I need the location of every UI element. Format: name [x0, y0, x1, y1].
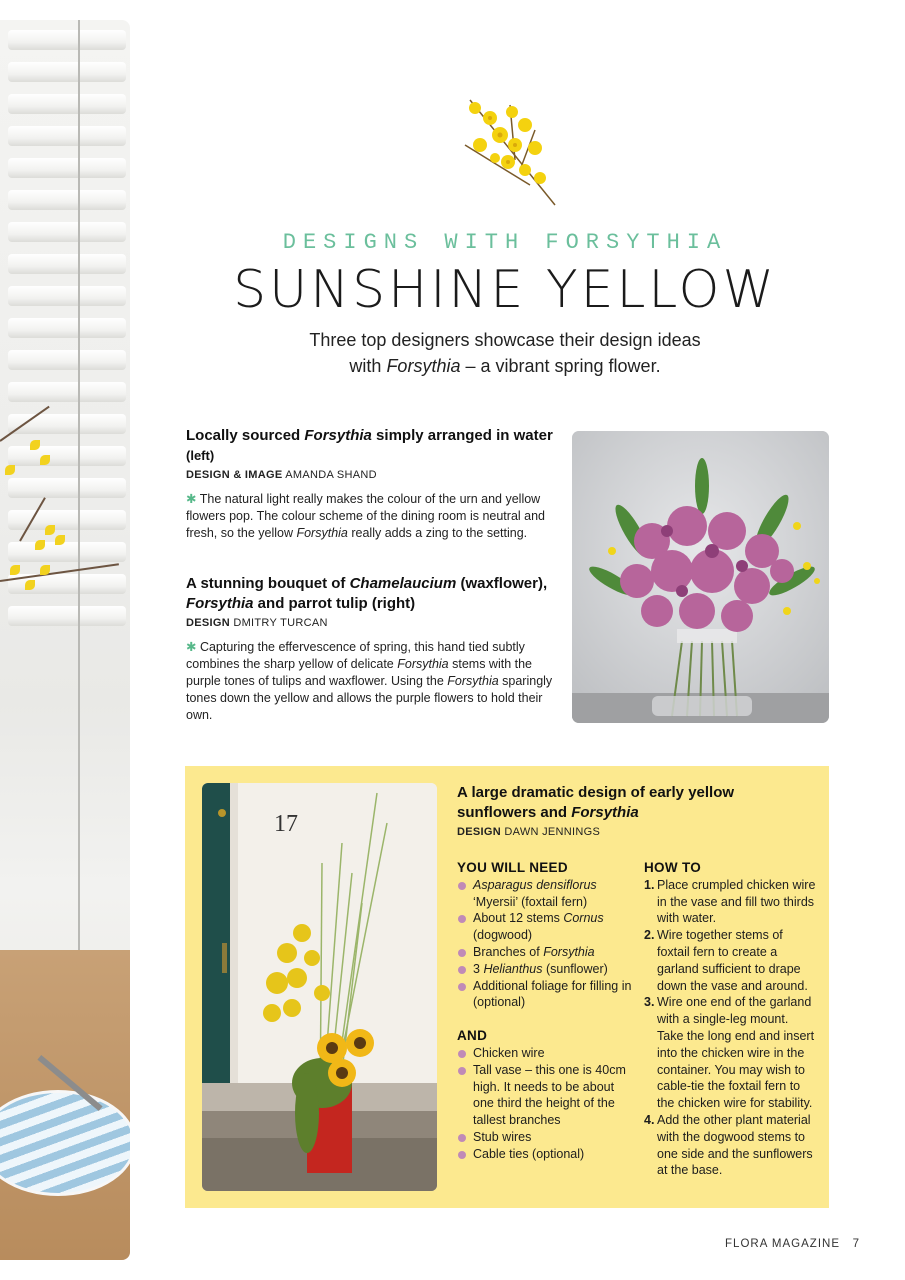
item-text: Additional foliage for filling in (optional) [473, 978, 632, 1010]
heading-text: simply arranged in water [371, 427, 553, 444]
heading-text: (waxflower), [456, 575, 548, 592]
body-italic: Forsythia [296, 526, 348, 540]
list-item: Chicken wire [457, 1045, 637, 1062]
section-heading [186, 574, 566, 614]
credit-name: AMANDA SHAND [282, 469, 377, 481]
and-heading: AND [457, 1028, 488, 1044]
step-item [644, 994, 816, 1112]
item-italic: Cornus [563, 911, 604, 926]
heading-text: A stunning bouquet of [186, 575, 350, 592]
section-heading [457, 783, 817, 823]
item-text: 3 [473, 961, 484, 976]
magazine-name: FLORA MAGAZINE [725, 1238, 840, 1250]
section-body [186, 491, 566, 542]
subtitle-line-2 [185, 353, 825, 379]
item-text: About 12 stems [473, 911, 564, 926]
item-text: Branches of [473, 944, 544, 959]
body-text: sparingly tones down the yellow and allows the purple flowers to hold their own. [186, 674, 553, 722]
credit-name: DMITRY TURCAN [229, 617, 328, 629]
body-text: really adds a zing to the setting. [347, 526, 528, 540]
page-number: 7 [852, 1238, 860, 1250]
section-dramatic-design [457, 783, 817, 838]
asterisk-icon: ✱ [186, 640, 200, 654]
list-item [457, 944, 637, 961]
design-credit [457, 826, 817, 838]
subtitle-line-1: Three top designers showcase their design ideas [309, 330, 701, 350]
page-subtitle [185, 327, 825, 379]
door-number: 17 [274, 811, 298, 837]
body-text: Capturing the effervescence of spring, this hand tied subtly combines the sharp yellow of delicate [186, 640, 525, 671]
body-text: The natural light really makes the colour of the urn and yellow flowers pop. The colour scheme of the dining room is neutral and fresh, so the yellow [186, 492, 545, 540]
section-heading [186, 426, 566, 466]
step-text: Wire one end of the garland with a single-leg mount. Take the long end and insert into the chicken wire in the container. You may wish to cable-tie the foxtail fern to the chicken wire for stability. [657, 995, 815, 1111]
step-number: 2. [644, 928, 655, 943]
design-credit [186, 617, 566, 629]
heading-italic: Forsythia [571, 804, 639, 821]
how-to-heading: HOW TO [644, 860, 702, 875]
credit-label: DESIGN [186, 617, 230, 629]
item-italic: Helianthus [483, 961, 543, 976]
list-item: Stub wires [457, 1129, 637, 1146]
step-text: Wire together stems of foxtail fern to create a garland sufficient to drape down the vase and around. [657, 928, 808, 993]
heading-note: (left) [186, 448, 215, 463]
heading-italic: Forsythia [186, 595, 254, 612]
step-text: Place crumpled chicken wire in the vase and fill two thirds with water. [657, 877, 816, 926]
heading-italic: Chamelaucium [349, 575, 457, 592]
forsythia-sprig-illustration [440, 90, 570, 210]
step-number: 4. [644, 1112, 655, 1127]
body-italic: Forsythia [447, 674, 499, 688]
item-italic: Asparagus densiflorus [473, 877, 597, 892]
asterisk-icon: ✱ [186, 492, 200, 506]
item-italic: Forsythia [543, 944, 595, 959]
step-item [644, 927, 816, 994]
item-text: ‘Myersii’ (foxtail fern) [473, 894, 588, 909]
credit-label: DESIGN [457, 826, 501, 838]
step-item [644, 877, 816, 927]
doorway-arrangement-photo [202, 783, 437, 1191]
heading-text: A large dramatic design of early yellow sunflowers and [457, 784, 735, 821]
you-will-need-heading: YOU WILL NEED [457, 860, 568, 875]
list-item [457, 877, 637, 911]
step-item [644, 1112, 816, 1179]
you-will-need-column [457, 860, 637, 1163]
heading-text: and parrot tulip (right) [253, 595, 416, 612]
bouquet-photo [572, 431, 829, 723]
credit-name: DAWN JENNINGS [500, 826, 601, 838]
section-locally-sourced [186, 426, 566, 542]
step-number: 3. [644, 995, 655, 1010]
subtitle-text: – a vibrant spring flower. [460, 356, 661, 376]
section-kicker: DESIGNS WITH FORSYTHIA [282, 230, 728, 255]
left-photo-dining-room [0, 20, 130, 1260]
step-number: 1. [644, 877, 655, 892]
section-stunning-bouquet [186, 574, 566, 724]
design-credit [186, 469, 566, 481]
list-item [457, 910, 637, 944]
and-list [457, 1045, 637, 1163]
list-item [457, 978, 637, 1012]
page-title: SUNSHINE YELLOW [233, 260, 777, 320]
subtitle-text: with [349, 356, 387, 376]
heading-italic: Forsythia [304, 427, 372, 444]
page-footer [700, 1238, 860, 1250]
section-body [186, 639, 566, 724]
how-to-column [644, 860, 816, 1179]
body-text: stems with the purple tones of tulips and waxflower. Using the [186, 657, 533, 688]
step-text: Add the other plant material with the dogwood stems to one side and the sunflowers at the base. [657, 1112, 813, 1178]
subtitle-italic: Forsythia [386, 356, 461, 376]
list-item: Tall vase – this one is 40cm high. It needs to be about one third the height of the tallest branches [457, 1062, 637, 1129]
list-item [457, 961, 637, 978]
list-item: Cable ties (optional) [457, 1146, 637, 1163]
body-italic: Forsythia [397, 657, 449, 671]
heading-text: Locally sourced [186, 427, 305, 444]
need-list [457, 877, 637, 1011]
how-to-steps [644, 877, 816, 1179]
item-text: (sunflower) [542, 961, 608, 976]
item-text: (dogwood) [473, 928, 533, 943]
credit-label: DESIGN & IMAGE [186, 469, 283, 481]
